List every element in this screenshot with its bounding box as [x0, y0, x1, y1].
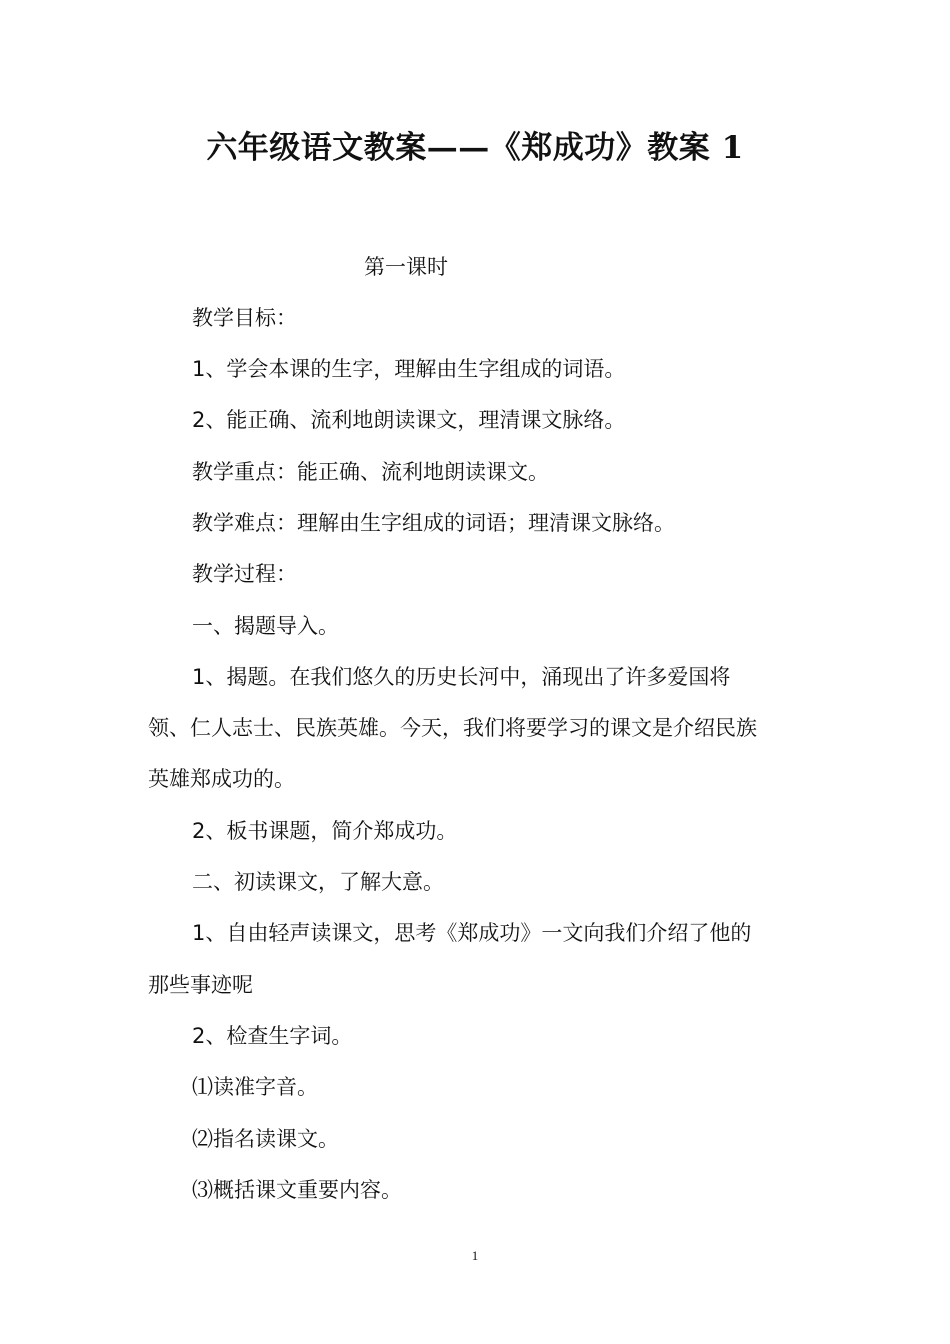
- paragraph-line: ⑴读准字音。: [192, 1075, 318, 1099]
- paragraph-line: 2、能正确、流利地朗读课文，理清课文脉络。: [192, 408, 626, 432]
- paragraph-line: 一、揭题导入。: [192, 614, 339, 638]
- paragraph-line: 教学重点：能正确、流利地朗读课文。: [192, 460, 549, 484]
- lesson-subtitle: 第一课时: [364, 255, 448, 279]
- paragraph-line: 教学目标：: [192, 306, 297, 330]
- paragraph-line: 那些事迹呢: [148, 973, 253, 997]
- paragraph-line: 1、自由轻声读课文，思考《郑成功》一文向我们介绍了他的: [192, 921, 752, 945]
- paragraph-line: 2、板书课题，简介郑成功。: [192, 819, 458, 843]
- paragraph-line: 二、初读课文，了解大意。: [192, 870, 444, 894]
- document-title: 六年级语文教案——《郑成功》教案 1: [206, 130, 744, 166]
- paragraph-line: ⑵指名读课文。: [192, 1127, 339, 1151]
- paragraph-line: 教学难点：理解由生字组成的词语；理清课文脉络。: [192, 511, 675, 535]
- paragraph-line: 领、仁人志士、民族英雄。今天，我们将要学习的课文是介绍民族: [148, 716, 757, 740]
- paragraph-line: ⑶概括课文重要内容。: [192, 1178, 402, 1202]
- paragraph-line: 教学过程：: [192, 562, 297, 586]
- paragraph-line: 1、学会本课的生字，理解由生字组成的词语。: [192, 357, 626, 381]
- paragraph-line: 1、揭题。在我们悠久的历史长河中，涌现出了许多爱国将: [192, 665, 731, 689]
- paragraph-line: 2、检查生字词。: [192, 1024, 353, 1048]
- page-number: 1: [471, 1248, 479, 1263]
- paragraph-line: 英雄郑成功的。: [148, 767, 295, 791]
